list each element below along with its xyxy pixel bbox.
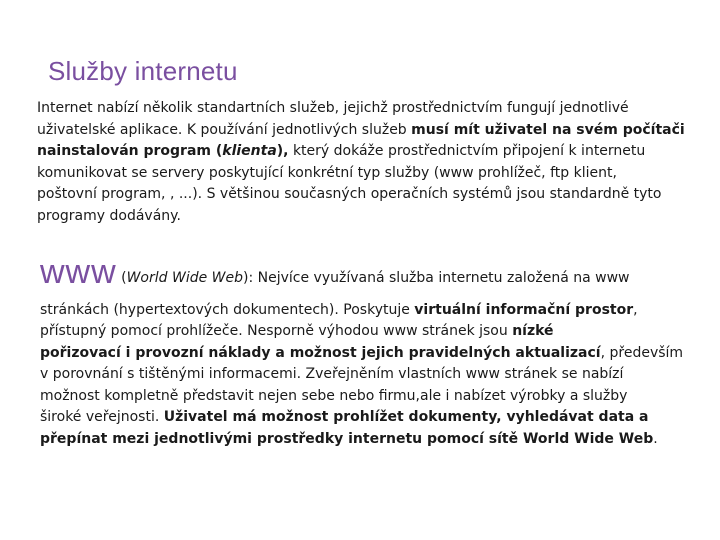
www-line-5: možnost kompletně představit nejen sebe nebo firmu,ale i nabízet výrobky a služby <box>40 387 628 404</box>
intro-paragraph <box>37 98 687 227</box>
www-emphasis: přepínat mezi jednotlivými prostředky internetu pomocí sítě World Wide Web <box>40 430 654 447</box>
www-text: široké veřejnosti. <box>40 409 164 425</box>
intro-line-5: poštovní program, , ...). S většinou současných operačních systémů jsou standardně tyto <box>37 186 662 202</box>
www-fullname: World Wide Web <box>126 270 244 286</box>
intro-line-6: programy dodávány. <box>37 207 181 224</box>
www-text: , <box>633 301 638 318</box>
www-line-1 <box>40 300 690 322</box>
intro-klienta: klienta <box>222 143 277 159</box>
www-text: přístupný pomocí prohlížeče. Nesporně výhodou www stránek jsou <box>40 323 513 339</box>
intro-line-1: Internet nabízí několik standartních služeb, jejichž prostřednictvím fungují jednotlivé <box>37 100 629 116</box>
www-text: ): Nejvíce využívaná služba internetu založená na www <box>243 270 630 286</box>
intro-emphasis-italic <box>222 143 277 159</box>
intro-line-3 <box>37 141 687 163</box>
intro-emphasis: musí mít uživatel na svém počítači <box>411 121 685 138</box>
intro-emphasis: nainstalován program ( <box>37 143 223 159</box>
www-line-4: v porovnání s tištěnými informacemi. Zveřejněním vlastních www stránek se nabízí <box>40 366 624 382</box>
www-line-2 <box>40 321 690 343</box>
www-line-6 <box>40 407 690 429</box>
www-line-3 <box>40 343 690 365</box>
www-emphasis: pořizovací i provozní náklady a možnost jejich pravidelných aktualizací <box>40 344 601 361</box>
www-emphasis: Uživatel má možnost prohlížet dokumenty, vyhledávat data a <box>163 409 649 425</box>
www-line-7 <box>40 429 690 451</box>
page-title: Služby internetu <box>48 56 238 86</box>
www-emphasis: nízké <box>512 323 554 339</box>
www-heading-line <box>40 253 690 291</box>
intro-text: který dokáže prostřednictvím připojení k internetu <box>288 143 646 159</box>
www-paragraph <box>40 253 690 450</box>
www-text: ( <box>116 270 127 286</box>
intro-line-4: komunikovat se servery poskytující konkrétní typ služby (www prohlížeč, ftp klient, <box>37 164 617 181</box>
www-heading: www <box>40 253 117 291</box>
www-text: , především <box>600 344 684 361</box>
www-text: stránkách (hypertextových dokumentech). Poskytuje <box>40 301 415 318</box>
intro-emphasis: ), <box>276 143 289 159</box>
intro-line-2 <box>37 120 687 142</box>
www-text: . <box>653 430 658 447</box>
www-emphasis: virtuální informační prostor <box>414 301 634 318</box>
intro-text: uživatelské aplikace. K používání jednotlivých služeb <box>37 121 412 138</box>
